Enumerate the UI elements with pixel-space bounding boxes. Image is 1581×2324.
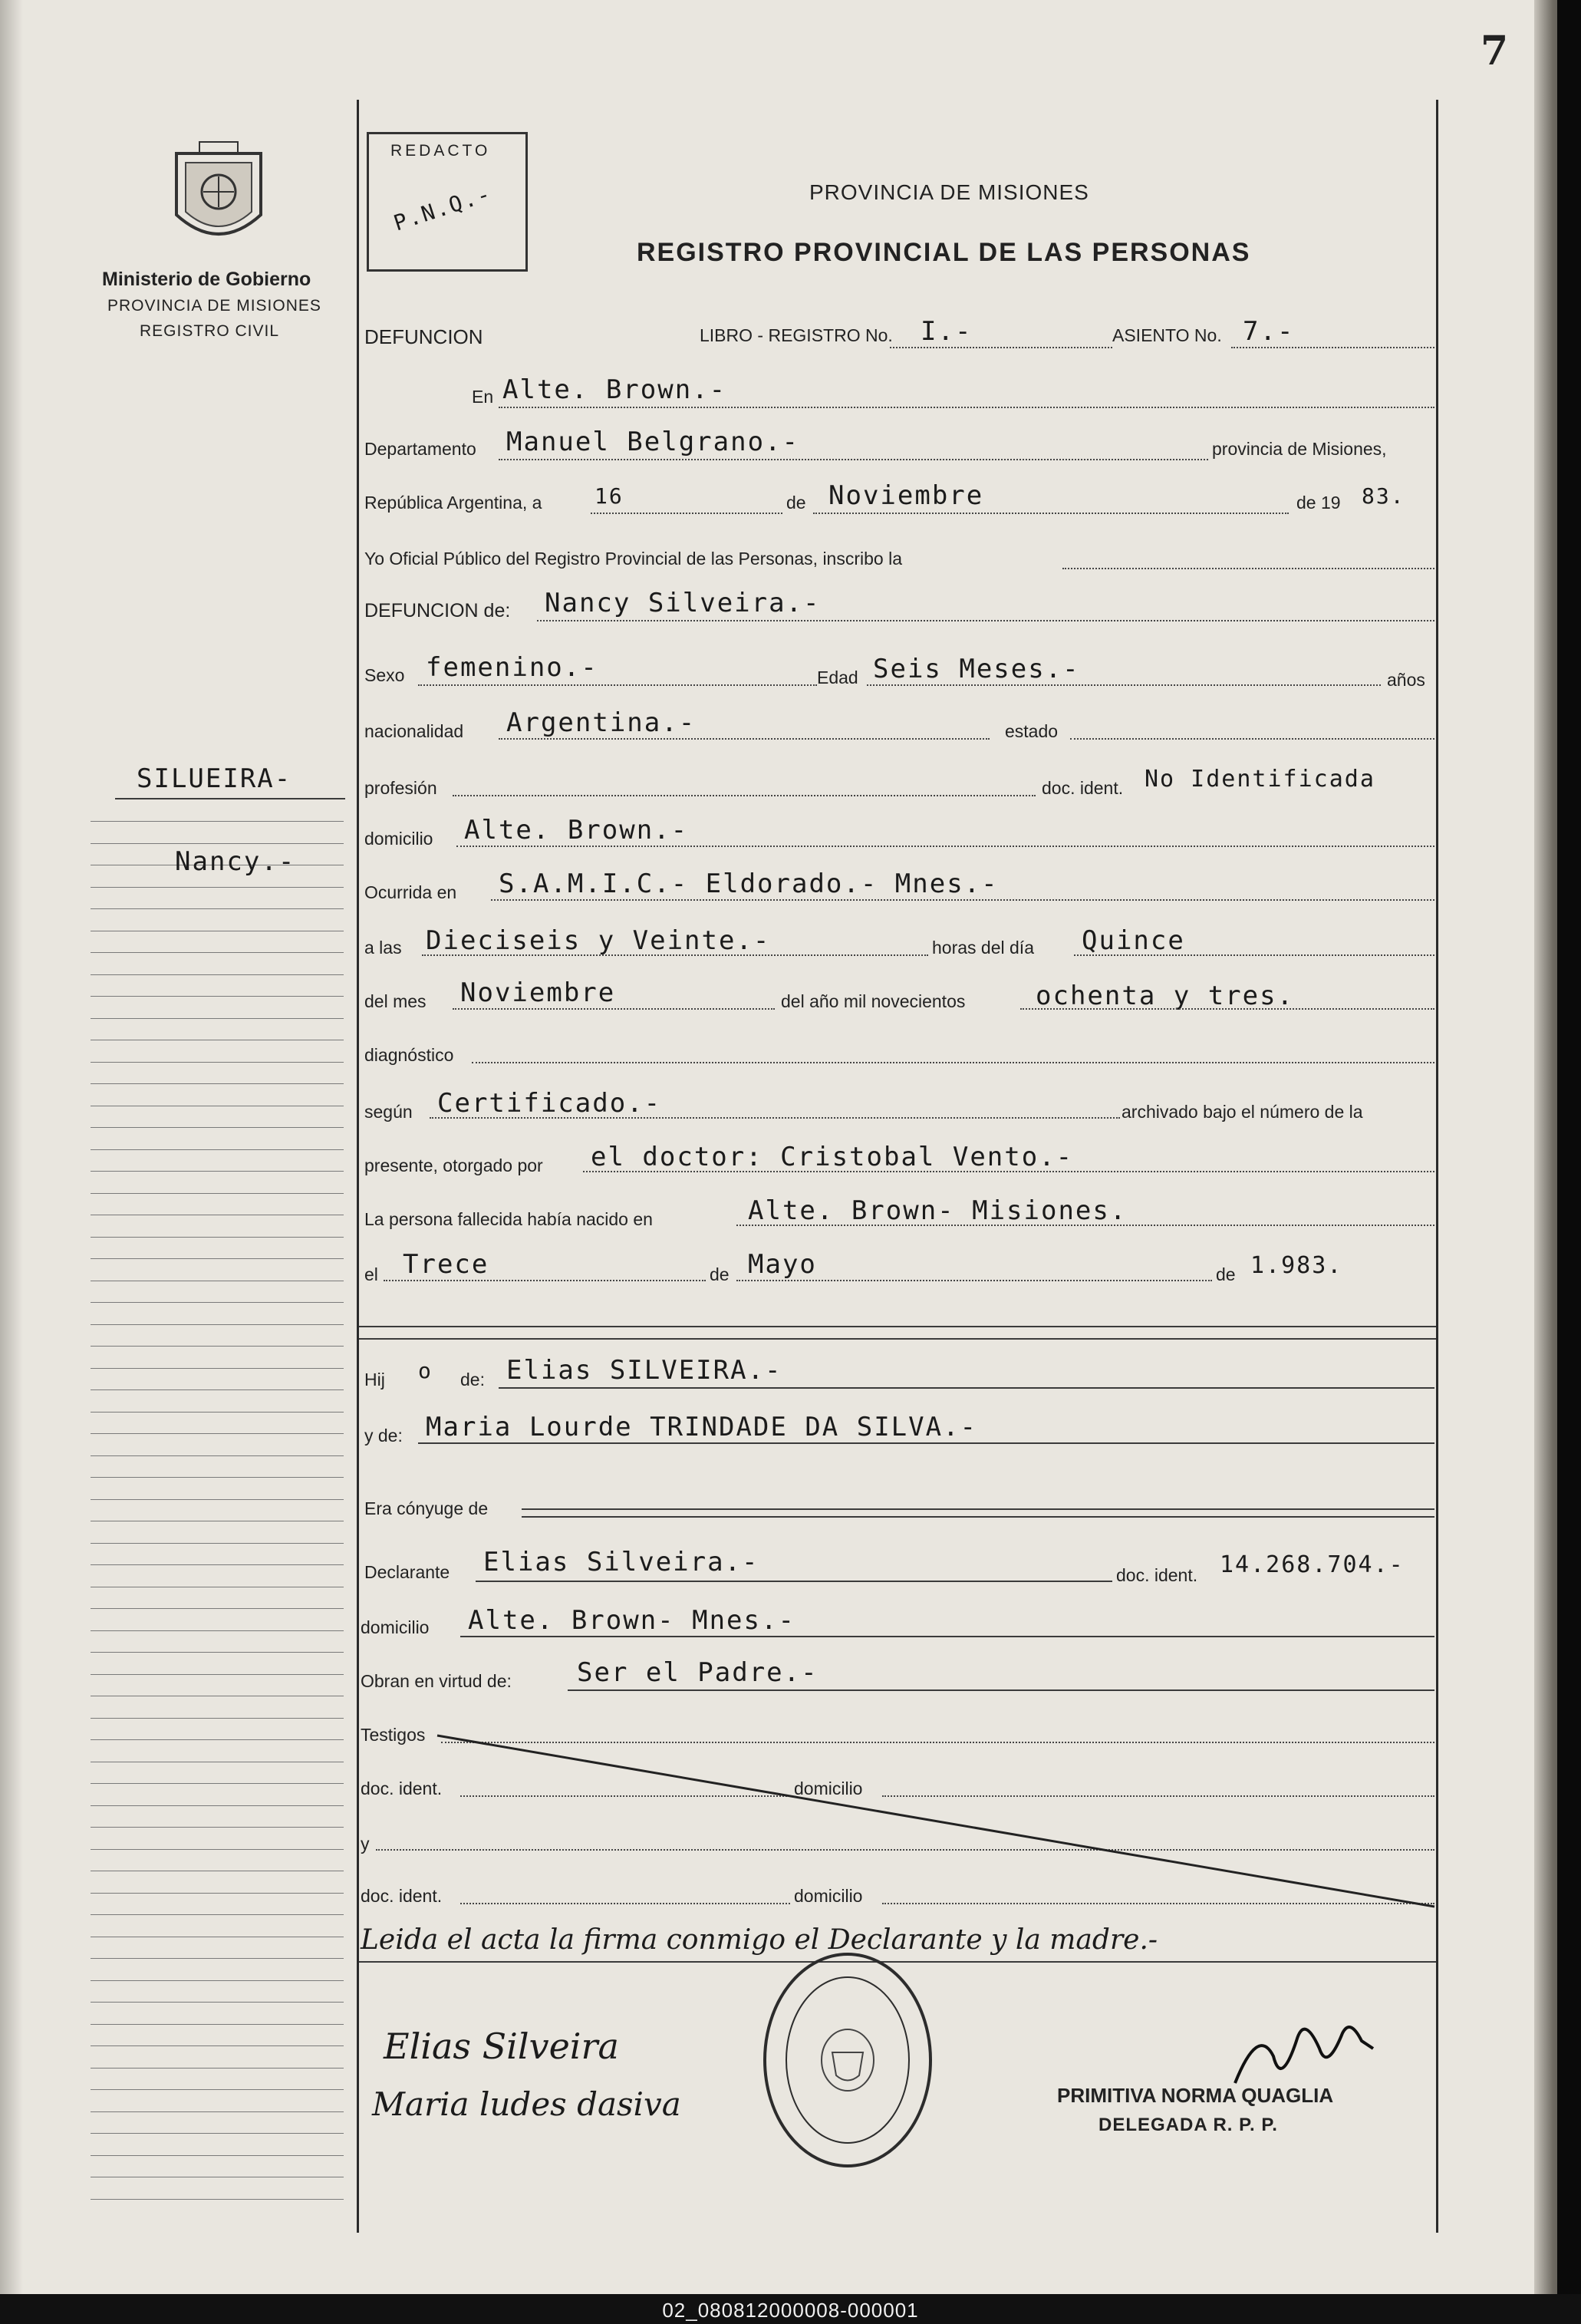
- testigo2-domicilio-label: domicilio: [794, 1886, 863, 1906]
- doc-ident-label: doc. ident.: [1042, 778, 1124, 798]
- a-las-label: a las: [364, 938, 402, 958]
- margin-ruled-line: [91, 2068, 344, 2069]
- departamento-line: [499, 459, 1208, 460]
- y-de-label: y de:: [364, 1426, 403, 1445]
- margin-ruled-line: [91, 1062, 344, 1063]
- segun-value: Certificado.-: [437, 1088, 662, 1119]
- margin-ruled-line: [91, 1674, 344, 1675]
- signature-2: Maria ludes dasiva: [372, 2085, 681, 2123]
- margin-ruled-line: [91, 2089, 344, 2090]
- margin-ruled-line: [91, 1477, 344, 1478]
- lugar-nacimiento-value: Alte. Brown- Misiones.: [748, 1195, 1128, 1226]
- libro-label: LIBRO - REGISTRO No.: [700, 325, 893, 345]
- registry-seal-icon: [759, 1949, 936, 2171]
- declarante-domicilio-line: [460, 1636, 1434, 1637]
- declarante-line: [476, 1581, 1112, 1582]
- oficial-label: Yo Oficial Público del Registro Provincial de las Personas, inscribo la: [364, 549, 902, 569]
- margin-ruled-line: [91, 1127, 344, 1128]
- nacionalidad-value: Argentina.-: [506, 707, 697, 738]
- footer-id: 02_080812000008-000001: [662, 2299, 919, 2322]
- margin-ruled-line: [91, 2045, 344, 2046]
- section-divider-1b: [359, 1338, 1436, 1340]
- margin-ruled-line: [91, 1346, 344, 1347]
- mes-value: Noviembre: [828, 480, 984, 511]
- officer-title: DELEGADA R. P. P.: [1098, 2115, 1278, 2135]
- section-divider-1: [359, 1326, 1436, 1327]
- declarante-domicilio-label: domicilio: [361, 1617, 430, 1637]
- dia-line: [591, 513, 782, 514]
- estado-line: [1070, 738, 1434, 740]
- margin-ruled-line: [91, 1389, 344, 1390]
- margin-ruled-line: [91, 2111, 344, 2112]
- segun-label: según: [364, 1102, 413, 1122]
- margin-ruled-line: [91, 887, 344, 888]
- margin-ruled-line: [91, 974, 344, 975]
- signature-1: Elias Silveira: [384, 2026, 619, 2067]
- margin-ruled-line: [91, 1258, 344, 1259]
- margin-ruled-line: [91, 2024, 344, 2025]
- ministry-label: Ministerio de Gobierno: [102, 269, 311, 290]
- margin-ruled-line: [91, 1149, 344, 1150]
- ano-texto-line: [1020, 1008, 1434, 1010]
- declarante-doc-label: doc. ident.: [1116, 1565, 1198, 1585]
- margin-ruled-line: [91, 2133, 344, 2134]
- edad-line: [867, 684, 1381, 686]
- margin-ruled-line: [91, 821, 344, 822]
- doc-ident-value: No Identificada: [1145, 766, 1375, 793]
- margin-ruled-line: [91, 2002, 344, 2003]
- profesion-label: profesión: [364, 778, 437, 798]
- redacto-box: [367, 132, 528, 272]
- de19-label: de 19: [1296, 493, 1341, 513]
- mes-texto-value: Noviembre: [460, 977, 616, 1008]
- declarante-label: Declarante: [364, 1562, 450, 1582]
- nacionalidad-line: [499, 738, 990, 740]
- margin-ruled-line: [91, 1302, 344, 1303]
- margin-ruled-line: [91, 952, 344, 953]
- margin-given-name: Nancy.-: [175, 846, 296, 877]
- margin-ruled-line: [91, 1433, 344, 1434]
- ocurrida-value: S.A.M.I.C.- Eldorado.- Mnes.-: [499, 869, 999, 899]
- localidad-line: [499, 407, 1434, 408]
- margin-ruled-line: [91, 1783, 344, 1784]
- province-label: PROVINCIA DE MISIONES: [107, 297, 321, 315]
- localidad-value: Alte. Brown.-: [502, 374, 727, 405]
- frame-left-line: [357, 100, 359, 2233]
- nacionalidad-label: nacionalidad: [364, 721, 464, 741]
- margin-ruled-line: [91, 2155, 344, 2156]
- horas-label: horas del día: [932, 938, 1034, 958]
- nac-de2-label: de: [1216, 1264, 1236, 1284]
- anos-label: años: [1387, 670, 1425, 690]
- margin-ruled-line: [91, 1893, 344, 1894]
- book-binding: [1534, 0, 1557, 2294]
- de-label: de: [786, 493, 806, 513]
- margin-ruled-line: [91, 1827, 344, 1828]
- margin-ruled-line: [91, 996, 344, 997]
- sexo-value: femenino.-: [426, 652, 598, 683]
- domicilio-line: [456, 846, 1434, 847]
- margin-ruled-line: [91, 1564, 344, 1565]
- edad-label: Edad: [817, 668, 858, 687]
- asiento-line: [1231, 347, 1434, 348]
- testigo1-domicilio-label: domicilio: [794, 1778, 863, 1798]
- margin-ruled-line: [91, 1324, 344, 1325]
- diagnostico-label: diagnóstico: [364, 1045, 454, 1065]
- declarante-domicilio-value: Alte. Brown- Mnes.-: [468, 1605, 795, 1636]
- ocurrida-label: Ocurrida en: [364, 882, 457, 902]
- margin-ruled-line: [91, 1171, 344, 1172]
- margin-ruled-line: [91, 1018, 344, 1019]
- y-label: y: [361, 1834, 370, 1854]
- conyuge-line: [522, 1508, 1434, 1510]
- margin-ruled-line: [91, 1630, 344, 1631]
- fallecido-line: [537, 620, 1434, 621]
- civil-registry-label: REGISTRO CIVIL: [140, 322, 280, 340]
- ano-value: 83.: [1362, 483, 1405, 509]
- testigo1-doc-label: doc. ident.: [361, 1778, 443, 1798]
- nacido-label: La persona fallecida había nacido en: [364, 1209, 653, 1229]
- officer-name: PRIMITIVA NORMA QUAGLIA: [1057, 2084, 1334, 2107]
- testigos-label: Testigos: [361, 1725, 426, 1745]
- presente-label: presente, otorgado por: [364, 1155, 543, 1175]
- margin-ruled-line: [91, 1805, 344, 1806]
- asiento-label: ASIENTO No.: [1112, 325, 1222, 345]
- margin-ruled-line: [91, 1543, 344, 1544]
- margin-ruled-line: [91, 1914, 344, 1915]
- hij-suffix-value: o: [418, 1358, 433, 1383]
- lugar-nacimiento-line: [736, 1225, 1434, 1226]
- ocurrida-line: [491, 899, 1434, 901]
- dia-texto-line: [1074, 954, 1434, 956]
- nac-dia-value: Trece: [403, 1249, 489, 1280]
- margin-ruled-line: [91, 1739, 344, 1740]
- margin-ruled-line: [91, 908, 344, 909]
- margin-ruled-line: [91, 1499, 344, 1500]
- act-type-label: DEFUNCION: [364, 325, 483, 348]
- madre-value: Maria Lourde TRINDADE DA SILVA.-: [426, 1412, 978, 1442]
- del-mes-label: del mes: [364, 991, 427, 1011]
- padre-value: Elias SILVEIRA.-: [506, 1355, 782, 1386]
- testigos-strike-line: [430, 1726, 1442, 1910]
- margin-ruled-line: [91, 1412, 344, 1413]
- estado-label: estado: [1005, 721, 1059, 741]
- redacto-initials: P.N.Q.-: [390, 180, 495, 236]
- defuncion-de-label: DEFUNCION de:: [364, 600, 511, 621]
- oficial-line: [1062, 568, 1434, 569]
- ano-texto-value: ochenta y tres.: [1036, 981, 1295, 1011]
- province-crest-icon: [161, 138, 276, 257]
- redacto-label: REDACTO: [390, 142, 491, 160]
- doctor-line: [583, 1171, 1434, 1172]
- en-label: En: [472, 387, 494, 407]
- profesion-line: [453, 795, 1036, 796]
- obran-value: Ser el Padre.-: [577, 1657, 818, 1688]
- departamento-value: Manuel Belgrano.-: [506, 427, 799, 457]
- departamento-label: Departamento: [364, 439, 476, 459]
- margin-ruled-line: [91, 2199, 344, 2200]
- margin-ruled-line: [91, 843, 344, 844]
- declarante-value: Elias Silveira.-: [483, 1547, 759, 1577]
- domicilio-label: domicilio: [364, 829, 433, 849]
- republica-label: República Argentina, a: [364, 493, 542, 513]
- libro-line: [890, 347, 1112, 348]
- margin-ruled-line: [91, 1455, 344, 1456]
- padre-line: [499, 1387, 1434, 1389]
- margin-ruled-line: [91, 1958, 344, 1959]
- declarante-doc-value: 14.268.704.-: [1220, 1551, 1405, 1578]
- conyuge-label: Era cónyuge de: [364, 1498, 489, 1518]
- margin-ruled-line: [91, 1083, 344, 1084]
- el-label: el: [364, 1264, 378, 1284]
- margin-surname: SILUEIRA-: [137, 763, 292, 794]
- margin-ruled-line: [91, 1849, 344, 1850]
- margin-ruled-line: [91, 1608, 344, 1609]
- nac-mes-value: Mayo: [748, 1249, 817, 1280]
- conyuge-line-2: [522, 1516, 1434, 1518]
- hij-label: Hij: [364, 1370, 385, 1389]
- provincia-label: provincia de Misiones,: [1212, 439, 1387, 459]
- nac-dia-line: [384, 1280, 706, 1281]
- obran-line: [568, 1689, 1434, 1691]
- sexo-line: [418, 684, 817, 686]
- margin-ruled-line: [91, 1193, 344, 1194]
- nac-ano-value: 1.983.: [1250, 1252, 1343, 1279]
- archivado-label: archivado bajo el número de la: [1122, 1102, 1363, 1122]
- frame-right-line: [1436, 100, 1438, 2233]
- margin-ruled-line: [91, 1237, 344, 1238]
- hora-value: Dieciseis y Veinte.-: [426, 925, 771, 956]
- dia-texto-value: Quince: [1082, 925, 1185, 956]
- margin-ruled-line: [91, 1368, 344, 1369]
- hij-de-label: de:: [460, 1370, 485, 1389]
- mes-texto-line: [453, 1008, 775, 1010]
- page-number: 7: [1481, 28, 1509, 74]
- page-edge-shadow: [0, 0, 23, 2294]
- margin-surname-underline: [115, 798, 345, 799]
- domicilio-value: Alte. Brown.-: [464, 815, 689, 846]
- margin-ruled-line: [91, 1980, 344, 1981]
- title-province: PROVINCIA DE MISIONES: [809, 180, 1089, 204]
- lectura-text: Leida el acta la firma conmigo el Declarante y la madre.-: [361, 1924, 1158, 1956]
- dia-value: 16: [595, 483, 624, 509]
- asiento-value: 7.-: [1243, 316, 1295, 347]
- mes-line: [813, 513, 1289, 514]
- nac-de-label: de: [710, 1264, 730, 1284]
- margin-ruled-line: [91, 1652, 344, 1653]
- edad-value: Seis Meses.-: [873, 654, 1080, 684]
- fallecido-value: Nancy Silveira.-: [545, 588, 821, 618]
- madre-line: [418, 1442, 1434, 1444]
- hora-line: [422, 954, 928, 956]
- sexo-label: Sexo: [364, 665, 405, 685]
- testigo2-doc-label: doc. ident.: [361, 1886, 443, 1906]
- nac-mes-line: [736, 1280, 1212, 1281]
- libro-value: I.-: [921, 316, 973, 347]
- del-ano-label: del año mil novecientos: [781, 991, 966, 1011]
- title-registry: REGISTRO PROVINCIAL DE LAS PERSONAS: [637, 238, 1251, 267]
- segun-line: [430, 1117, 1120, 1119]
- obran-label: Obran en virtud de:: [361, 1671, 512, 1691]
- doctor-value: el doctor: Cristobal Vento.-: [591, 1142, 1074, 1172]
- diagnostico-line: [472, 1062, 1434, 1063]
- margin-ruled-line: [91, 1718, 344, 1719]
